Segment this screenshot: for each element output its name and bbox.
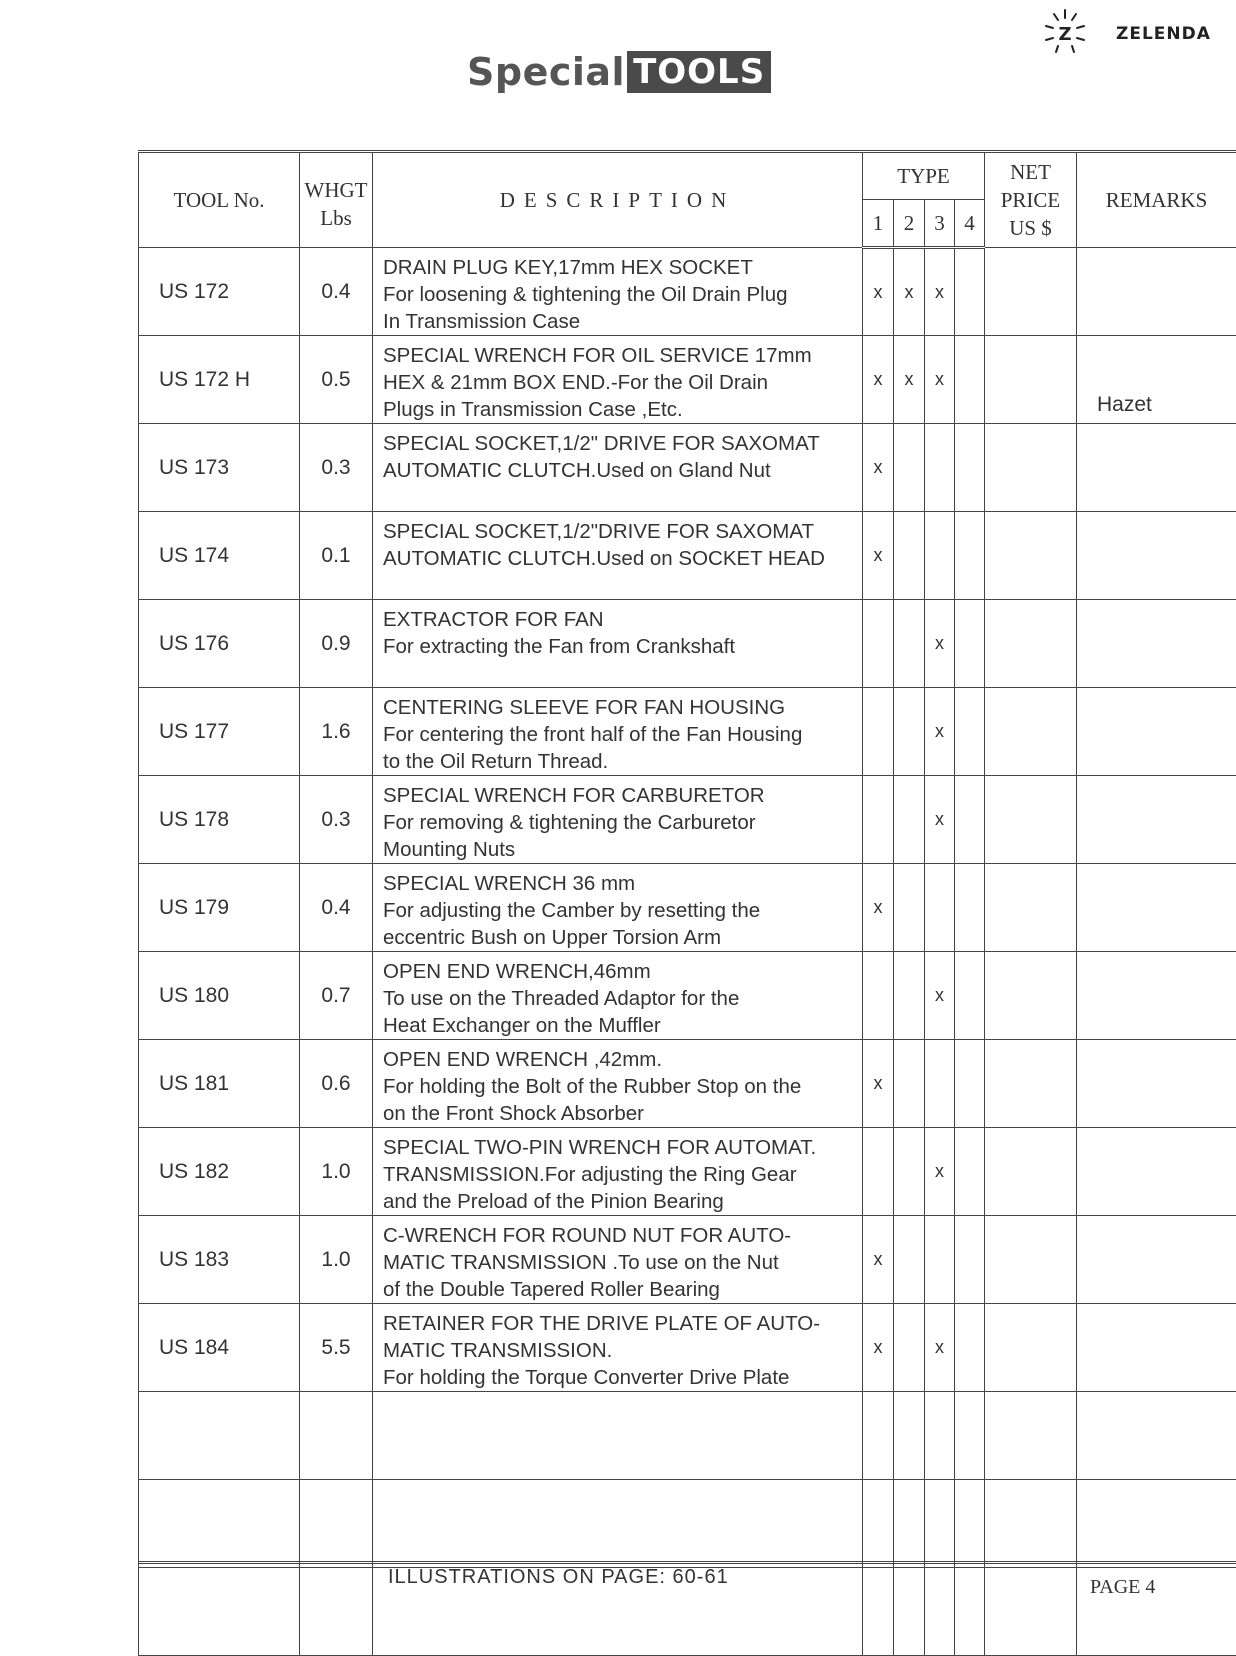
- tool-number-cell: US 174: [139, 512, 300, 600]
- description-line: For adjusting the Camber by resetting the: [383, 897, 858, 924]
- tool-number-cell: US 172 H: [139, 336, 300, 424]
- tool-number-cell: US 180: [139, 952, 300, 1040]
- net-price-cell: [985, 1304, 1077, 1392]
- description-line: [383, 660, 858, 687]
- net-price-cell: [985, 1128, 1077, 1216]
- description-line: SPECIAL SOCKET,1/2" DRIVE FOR SAXOMAT: [383, 430, 858, 457]
- type-1-mark: [863, 1392, 894, 1480]
- type-2-mark: [894, 1392, 925, 1480]
- table-row: [139, 1480, 1236, 1568]
- description-cell: [373, 688, 863, 776]
- net-price-cell: [985, 424, 1077, 512]
- description-line: OPEN END WRENCH ,42mm.: [383, 1046, 858, 1073]
- net-price-cell: [985, 1392, 1077, 1480]
- description-line: EXTRACTOR FOR FAN: [383, 606, 858, 633]
- type-2-mark: [894, 1128, 925, 1216]
- weight-cell: 0.6: [300, 1040, 373, 1128]
- type-3-mark: [925, 1216, 955, 1304]
- type-1-mark: x: [863, 1216, 894, 1304]
- type-4-mark: [955, 864, 985, 952]
- header-net-price-line3: US $: [1009, 216, 1052, 240]
- type-3-mark: x: [925, 952, 955, 1040]
- description-cell: [373, 424, 863, 512]
- type-2-mark: [894, 864, 925, 952]
- tool-number-cell: US 178: [139, 776, 300, 864]
- net-price-cell: [985, 688, 1077, 776]
- description-line: [383, 1425, 858, 1452]
- remarks-cell: [1077, 1040, 1236, 1128]
- remarks-cell: [1077, 424, 1236, 512]
- type-1-mark: x: [863, 1040, 894, 1128]
- remarks-cell: [1077, 1480, 1236, 1568]
- description-line: Plugs in Transmission Case ,Etc.: [383, 396, 858, 423]
- type-4-mark: [955, 1128, 985, 1216]
- logo-letter: Z: [1058, 24, 1071, 45]
- table-row: [139, 512, 1236, 600]
- description-cell: [373, 336, 863, 424]
- page-number: PAGE 4: [1090, 1576, 1155, 1599]
- tool-number-cell: US 182: [139, 1128, 300, 1216]
- footer-illustrations-note: ILLUSTRATIONS ON PAGE: 60-61: [388, 1566, 729, 1589]
- type-1-mark: x: [863, 336, 894, 424]
- weight-cell: 1.6: [300, 688, 373, 776]
- description-line: SPECIAL TWO-PIN WRENCH FOR AUTOMAT.: [383, 1134, 858, 1161]
- weight-cell: 0.3: [300, 776, 373, 864]
- description-line: [383, 1452, 858, 1479]
- description-line: [383, 572, 858, 599]
- description-cell: [373, 1480, 863, 1568]
- type-4-mark: [955, 600, 985, 688]
- type-4-mark: [955, 424, 985, 512]
- description-line: SPECIAL WRENCH FOR OIL SERVICE 17mm: [383, 342, 858, 369]
- type-3-mark: [925, 1040, 955, 1128]
- description-cell: [373, 600, 863, 688]
- type-3-mark: x: [925, 248, 955, 336]
- type-3-mark: x: [925, 600, 955, 688]
- tool-number-cell: US 177: [139, 688, 300, 776]
- description-line: C-WRENCH FOR ROUND NUT FOR AUTO-: [383, 1222, 858, 1249]
- tool-number-cell: [139, 1568, 300, 1656]
- remarks-cell: [1077, 512, 1236, 600]
- net-price-cell: [985, 600, 1077, 688]
- header-type: TYPE: [863, 152, 985, 200]
- remarks-cell: Hazet: [1077, 336, 1236, 424]
- remarks-cell: [1077, 1304, 1236, 1392]
- type-4-mark: [955, 1216, 985, 1304]
- remarks-cell: [1077, 1128, 1236, 1216]
- remarks-cell: [1077, 248, 1236, 336]
- description-line: For removing & tightening the Carburetor: [383, 809, 858, 836]
- zelenda-logo-icon: [1040, 6, 1090, 58]
- description-cell: [373, 248, 863, 336]
- tool-number-cell: US 173: [139, 424, 300, 512]
- type-4-mark: [955, 1040, 985, 1128]
- header-tool-no: TOOL No.: [139, 152, 300, 248]
- weight-cell: 0.9: [300, 600, 373, 688]
- type-2-mark: [894, 776, 925, 864]
- type-2-mark: [894, 1568, 925, 1656]
- table-row: [139, 688, 1236, 776]
- remarks-cell: [1077, 600, 1236, 688]
- description-line: [383, 1398, 858, 1425]
- description-line: AUTOMATIC CLUTCH.Used on Gland Nut: [383, 457, 858, 484]
- type-1-mark: x: [863, 424, 894, 512]
- description-cell: [373, 1392, 863, 1480]
- type-1-mark: [863, 776, 894, 864]
- description-line: For centering the front half of the Fan Housing: [383, 721, 858, 748]
- description-line: of the Double Tapered Roller Bearing: [383, 1276, 858, 1303]
- type-2-mark: [894, 600, 925, 688]
- description-cell: [373, 512, 863, 600]
- description-line: OPEN END WRENCH,46mm: [383, 958, 858, 985]
- tool-number-cell: US 179: [139, 864, 300, 952]
- description-cell: [373, 864, 863, 952]
- table-row: [139, 1040, 1236, 1128]
- tool-number-cell: US 181: [139, 1040, 300, 1128]
- type-2-mark: [894, 1480, 925, 1568]
- net-price-cell: [985, 864, 1077, 952]
- type-3-mark: x: [925, 1128, 955, 1216]
- description-line: to the Oil Return Thread.: [383, 748, 858, 775]
- weight-cell: 0.4: [300, 248, 373, 336]
- description-line: on the Front Shock Absorber: [383, 1100, 858, 1127]
- table-row: [139, 600, 1236, 688]
- type-1-mark: [863, 1480, 894, 1568]
- type-1-mark: x: [863, 1304, 894, 1392]
- weight-cell: [300, 1568, 373, 1656]
- description-line: AUTOMATIC CLUTCH.Used on SOCKET HEAD: [383, 545, 858, 572]
- table-row: [139, 1304, 1236, 1392]
- header-type-2: 2: [894, 200, 925, 248]
- type-2-mark: [894, 688, 925, 776]
- description-line: CENTERING SLEEVE FOR FAN HOUSING: [383, 694, 858, 721]
- net-price-cell: [985, 1568, 1077, 1656]
- tool-number-cell: US 172: [139, 248, 300, 336]
- table-row: [139, 864, 1236, 952]
- weight-cell: 1.0: [300, 1128, 373, 1216]
- net-price-cell: [985, 248, 1077, 336]
- table-row: [139, 776, 1236, 864]
- description-line: SPECIAL SOCKET,1/2"DRIVE FOR SAXOMAT: [383, 518, 858, 545]
- description-line: [383, 1486, 858, 1513]
- net-price-cell: [985, 336, 1077, 424]
- description-line: Mounting Nuts: [383, 836, 858, 863]
- type-2-mark: [894, 1040, 925, 1128]
- description-line: [383, 484, 858, 511]
- type-4-mark: [955, 248, 985, 336]
- header-weight: [300, 152, 373, 248]
- type-4-mark: [955, 512, 985, 600]
- type-3-mark: x: [925, 336, 955, 424]
- type-3-mark: [925, 864, 955, 952]
- description-line: and the Preload of the Pinion Bearing: [383, 1188, 858, 1215]
- type-4-mark: [955, 1304, 985, 1392]
- description-line: For holding the Bolt of the Rubber Stop on the: [383, 1073, 858, 1100]
- type-1-mark: [863, 952, 894, 1040]
- tools-table: [138, 150, 1236, 1656]
- type-2-mark: [894, 1216, 925, 1304]
- remarks-cell: [1077, 776, 1236, 864]
- net-price-cell: [985, 952, 1077, 1040]
- header-net-price-line2: PRICE: [1001, 188, 1061, 212]
- type-2-mark: [894, 512, 925, 600]
- remarks-cell: [1077, 688, 1236, 776]
- tool-number-cell: [139, 1480, 300, 1568]
- title-tools-badge: TOOLS: [627, 51, 771, 93]
- remarks-cell: [1077, 1392, 1236, 1480]
- description-line: RETAINER FOR THE DRIVE PLATE OF AUTO-: [383, 1310, 858, 1337]
- weight-cell: [300, 1480, 373, 1568]
- description-line: For holding the Torque Converter Drive Plate: [383, 1364, 858, 1391]
- brand-name: ZELENDA: [1116, 24, 1211, 44]
- description-line: To use on the Threaded Adaptor for the: [383, 985, 858, 1012]
- table-row: [139, 952, 1236, 1040]
- header-type-1: 1: [863, 200, 894, 248]
- description-line: SPECIAL WRENCH FOR CARBURETOR: [383, 782, 858, 809]
- type-3-mark: [925, 1392, 955, 1480]
- description-line: [383, 1601, 858, 1628]
- description-cell: [373, 1304, 863, 1392]
- footer-rule: [138, 1561, 1236, 1564]
- header-weight-line2: Lbs: [320, 206, 352, 230]
- net-price-cell: [985, 512, 1077, 600]
- title-special: Special: [467, 50, 625, 94]
- net-price-cell: [985, 1480, 1077, 1568]
- type-1-mark: [863, 1568, 894, 1656]
- description-line: HEX & 21mm BOX END.-For the Oil Drain: [383, 369, 858, 396]
- description-line: MATIC TRANSMISSION .To use on the Nut: [383, 1249, 858, 1276]
- description-line: For extracting the Fan from Crankshaft: [383, 633, 858, 660]
- description-line: Heat Exchanger on the Muffler: [383, 1012, 858, 1039]
- weight-cell: 0.7: [300, 952, 373, 1040]
- remarks-cell: [1077, 1216, 1236, 1304]
- tool-number-cell: US 183: [139, 1216, 300, 1304]
- remarks-cell: [1077, 952, 1236, 1040]
- type-2-mark: [894, 952, 925, 1040]
- header-net-price: [985, 152, 1077, 248]
- description-line: SPECIAL WRENCH 36 mm: [383, 870, 858, 897]
- type-4-mark: [955, 1392, 985, 1480]
- net-price-cell: [985, 1216, 1077, 1304]
- type-1-mark: [863, 1128, 894, 1216]
- table-row: [139, 424, 1236, 512]
- weight-cell: 5.5: [300, 1304, 373, 1392]
- weight-cell: 0.1: [300, 512, 373, 600]
- type-3-mark: x: [925, 688, 955, 776]
- type-2-mark: x: [894, 248, 925, 336]
- header-net-price-line1: NET: [1010, 160, 1051, 184]
- description-cell: [373, 952, 863, 1040]
- description-line: TRANSMISSION.For adjusting the Ring Gear: [383, 1161, 858, 1188]
- description-line: eccentric Bush on Upper Torsion Arm: [383, 924, 858, 951]
- description-cell: [373, 1040, 863, 1128]
- remarks-cell: [1077, 864, 1236, 952]
- type-1-mark: [863, 688, 894, 776]
- header-type-4: 4: [955, 200, 985, 248]
- header-description: DESCRIPTION: [373, 152, 863, 248]
- table-row: [139, 248, 1236, 336]
- net-price-cell: [985, 776, 1077, 864]
- type-3-mark: [925, 512, 955, 600]
- header-remarks: REMARKS: [1077, 152, 1236, 248]
- description-line: [383, 1513, 858, 1540]
- type-3-mark: [925, 1568, 955, 1656]
- tool-number-cell: US 176: [139, 600, 300, 688]
- weight-cell: [300, 1392, 373, 1480]
- type-4-mark: [955, 1568, 985, 1656]
- description-line: DRAIN PLUG KEY,17mm HEX SOCKET: [383, 254, 858, 281]
- weight-cell: 1.0: [300, 1216, 373, 1304]
- header-weight-line1: WHGT: [305, 178, 368, 202]
- header-type-3: 3: [925, 200, 955, 248]
- type-4-mark: [955, 1480, 985, 1568]
- description-line: MATIC TRANSMISSION.: [383, 1337, 858, 1364]
- weight-cell: 0.4: [300, 864, 373, 952]
- description-line: For loosening & tightening the Oil Drain Plug: [383, 281, 858, 308]
- table-row: [139, 1128, 1236, 1216]
- weight-cell: 0.3: [300, 424, 373, 512]
- type-4-mark: [955, 336, 985, 424]
- table-row: [139, 1216, 1236, 1304]
- type-3-mark: x: [925, 776, 955, 864]
- type-4-mark: [955, 688, 985, 776]
- type-4-mark: [955, 952, 985, 1040]
- type-1-mark: x: [863, 248, 894, 336]
- description-line: In Transmission Case: [383, 308, 858, 335]
- type-3-mark: x: [925, 1304, 955, 1392]
- tool-number-cell: [139, 1392, 300, 1480]
- type-1-mark: [863, 600, 894, 688]
- weight-cell: 0.5: [300, 336, 373, 424]
- type-1-mark: x: [863, 512, 894, 600]
- table-row: [139, 336, 1236, 424]
- tool-number-cell: US 184: [139, 1304, 300, 1392]
- type-3-mark: [925, 424, 955, 512]
- type-2-mark: x: [894, 336, 925, 424]
- page-title: [467, 48, 771, 96]
- description-line: [383, 1628, 858, 1655]
- net-price-cell: [985, 1040, 1077, 1128]
- description-cell: [373, 1128, 863, 1216]
- type-4-mark: [955, 776, 985, 864]
- table-row: [139, 1392, 1236, 1480]
- description-cell: [373, 1216, 863, 1304]
- type-1-mark: x: [863, 864, 894, 952]
- type-3-mark: [925, 1480, 955, 1568]
- type-2-mark: [894, 1304, 925, 1392]
- description-cell: [373, 776, 863, 864]
- type-2-mark: [894, 424, 925, 512]
